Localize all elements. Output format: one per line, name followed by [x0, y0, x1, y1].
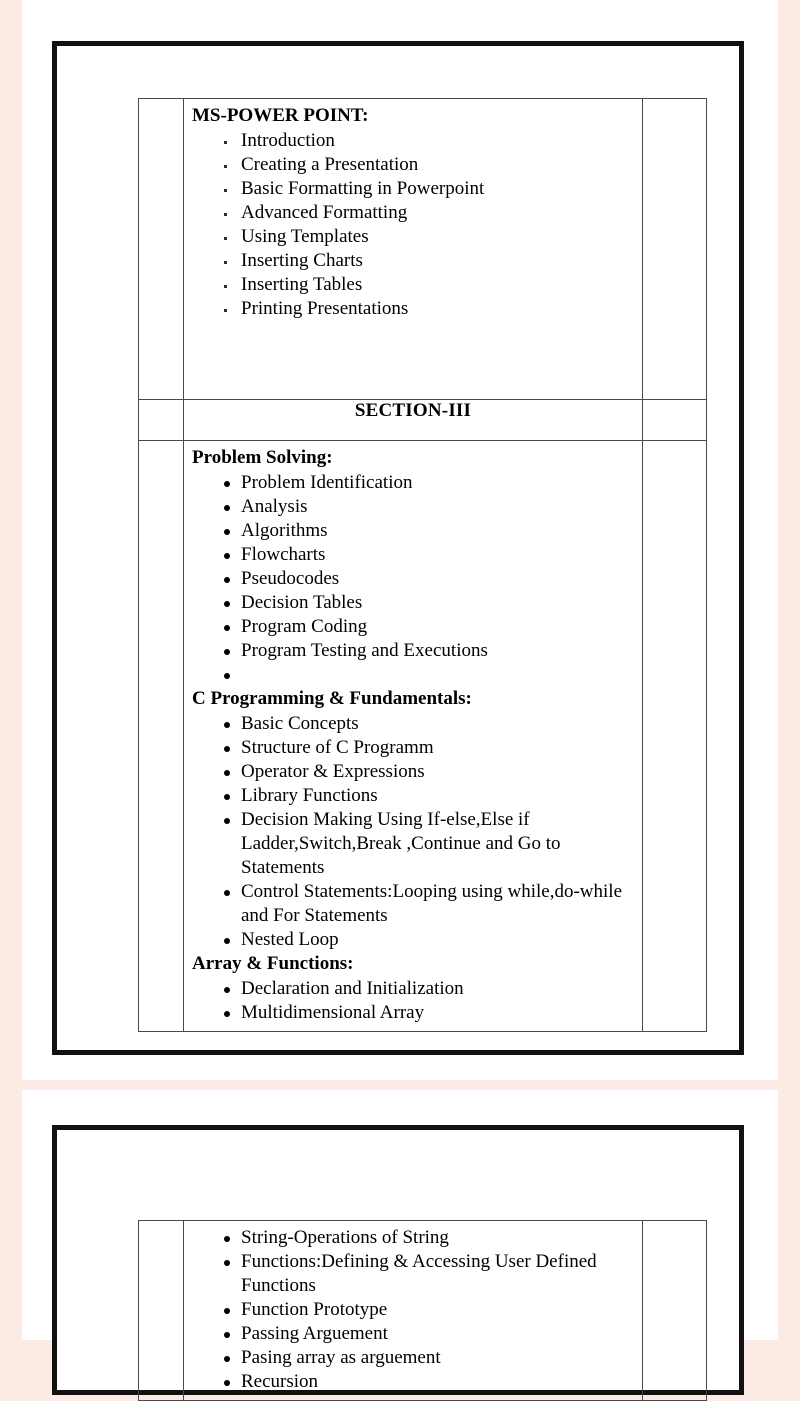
list-item: Recursion: [190, 1370, 636, 1394]
section-title: SECTION-III: [184, 400, 643, 441]
list-item: Functions:Defining & Accessing User Defined Functions: [190, 1250, 636, 1298]
topic-heading: Array & Functions:: [192, 953, 354, 974]
list-item: Multidimensional Array: [190, 1001, 636, 1025]
list-item: Creating a Presentation: [190, 153, 636, 177]
unit-cell-text: [139, 400, 183, 411]
hours-cell: [643, 1221, 707, 1401]
topic-bullet-list: [190, 1226, 636, 1394]
topic-bullet-list: [190, 129, 636, 321]
list-item: Inserting Charts: [190, 249, 636, 273]
list-item: Decision Making Using If-else,Else if Ladder,Switch,Break ,Continue and Go to Statements: [190, 808, 636, 880]
list-item: Pseudocodes: [190, 567, 636, 591]
document-page-1: [22, 0, 778, 1080]
hours-cell: [643, 99, 707, 400]
topic-bullet-list: [190, 712, 636, 952]
unit-cell-text: [139, 99, 183, 110]
topic-cell-content: [184, 99, 642, 399]
list-item: Basic Concepts: [190, 712, 636, 736]
unit-cell: [139, 400, 184, 441]
unit-cell: [139, 1221, 184, 1401]
syllabus-table-body: [139, 1221, 707, 1401]
list-item: Problem Identification: [190, 471, 636, 495]
unit-cell-text: [139, 1221, 183, 1232]
unit-cell-text: [139, 441, 183, 452]
list-item: Analysis: [190, 495, 636, 519]
topic-cell-content: [184, 441, 642, 1031]
page-border-frame: [52, 41, 744, 1055]
unit-cell: [139, 441, 184, 1032]
list-item: Program Coding: [190, 615, 636, 639]
list-item-empty: [190, 663, 636, 687]
list-item: Basic Formatting in Powerpoint: [190, 177, 636, 201]
hours-cell-text: [643, 441, 706, 452]
table-row: [139, 1221, 707, 1401]
topic-cell: [184, 441, 643, 1032]
topic-heading: Problem Solving:: [192, 447, 333, 468]
unit-cell: [139, 99, 184, 400]
topic-cell: [184, 99, 643, 400]
list-item: Declaration and Initialization: [190, 977, 636, 1001]
list-item: Using Templates: [190, 225, 636, 249]
list-item: Algorithms: [190, 519, 636, 543]
list-item: Pasing array as arguement: [190, 1346, 636, 1370]
list-item: Function Prototype: [190, 1298, 636, 1322]
table-row: [139, 99, 707, 400]
page-gutter: [22, 1080, 778, 1090]
topic-heading: MS-POWER POINT:: [192, 105, 369, 126]
list-item: Decision Tables: [190, 591, 636, 615]
list-item: Advanced Formatting: [190, 201, 636, 225]
cell-trailing-space: [190, 321, 636, 393]
hours-cell: [643, 441, 707, 1032]
list-item: Program Testing and Executions: [190, 639, 636, 663]
list-item: Library Functions: [190, 784, 636, 808]
topic-cell-content: [184, 1221, 642, 1400]
list-item: Passing Arguement: [190, 1322, 636, 1346]
list-item: Operator & Expressions: [190, 760, 636, 784]
page-border-frame: [52, 1125, 744, 1395]
list-item: Nested Loop: [190, 928, 636, 952]
hours-cell-text: [643, 400, 706, 411]
list-item: Flowcharts: [190, 543, 636, 567]
section-divider-row: [139, 400, 707, 441]
topic-bullet-list: [190, 471, 636, 687]
syllabus-table-page-1: [138, 98, 707, 1032]
list-item: Control Statements:Looping using while,do-while and For Statements: [190, 880, 636, 928]
syllabus-table-body: [139, 99, 707, 1032]
hours-cell-text: [643, 1221, 706, 1232]
topic-heading: C Programming & Fundamentals:: [192, 688, 472, 709]
topic-bullet-list: [190, 977, 636, 1025]
hours-cell-text: [643, 99, 706, 110]
list-item: Structure of C Programm: [190, 736, 636, 760]
hours-cell: [643, 400, 707, 441]
syllabus-table-page-2: [138, 1220, 707, 1401]
topic-cell: [184, 1221, 643, 1401]
list-item: Printing Presentations: [190, 297, 636, 321]
table-row: [139, 441, 707, 1032]
document-page-2: [22, 1090, 778, 1392]
list-item: Inserting Tables: [190, 273, 636, 297]
list-item: Introduction: [190, 129, 636, 153]
list-item: String-Operations of String: [190, 1226, 636, 1250]
